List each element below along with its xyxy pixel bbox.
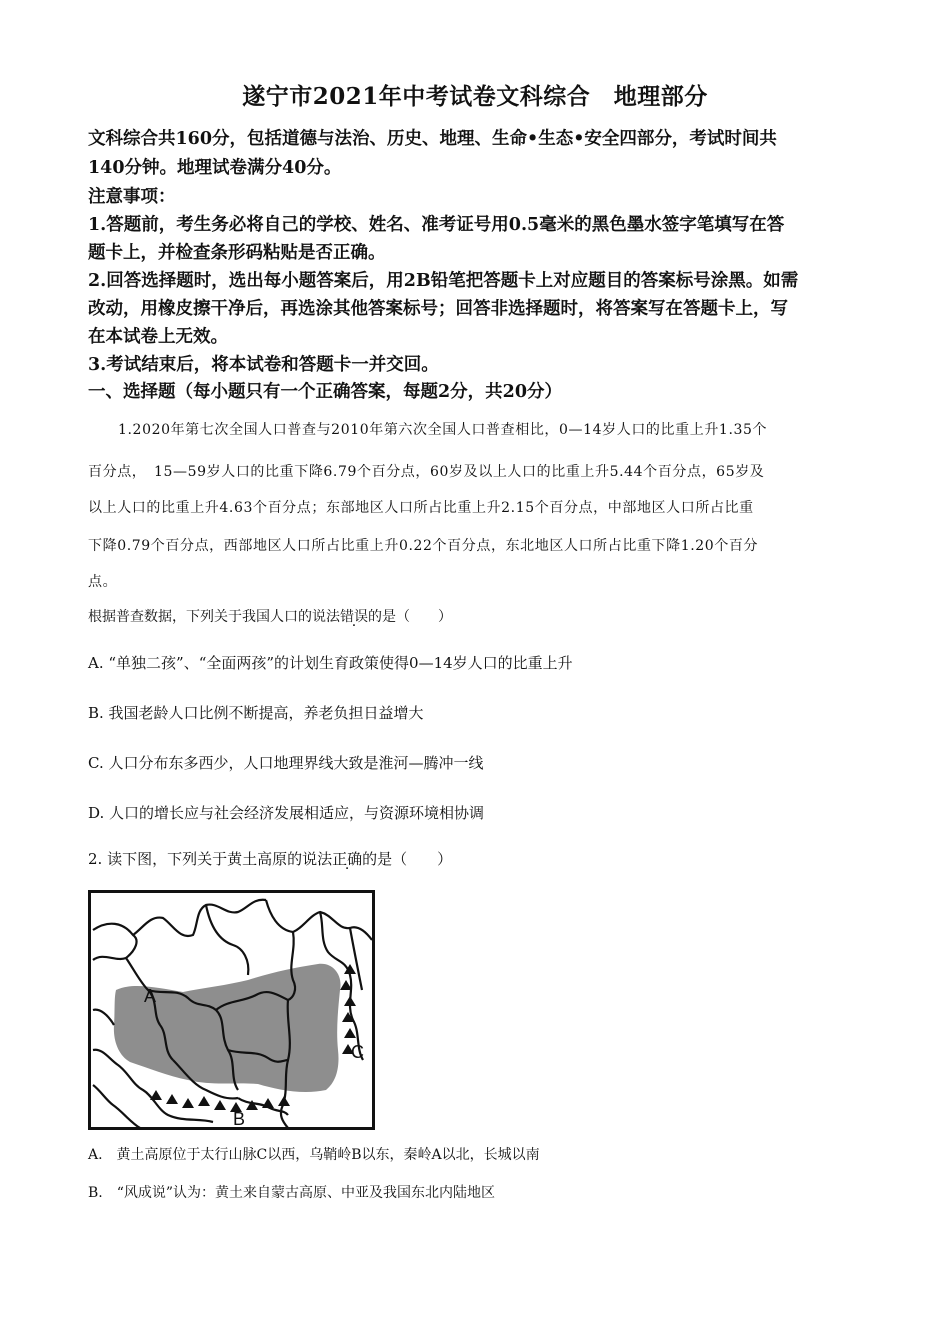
q2-option-a: A. 黄土高原位于太行山脉C以西，乌鞘岭B以东，秦岭A以北，长城以南 — [88, 1147, 540, 1163]
page-title: 遂宁市2021年中考试卷文科综合 地理部分 — [242, 83, 708, 110]
q2-stem — [88, 848, 452, 870]
notes-heading: 注意事项： — [88, 187, 176, 207]
q1-stem-pre: 根据普查数据，下列关于我国人口的说法 — [88, 609, 340, 625]
note-1-line-1: 1.答题前，考生务必将自己的学校、姓名、准考证号用0.5毫米的黑色墨水签字笔填写在答 — [88, 215, 785, 235]
q2-stem-post: 的是（ ） — [362, 850, 453, 868]
q2-stem-pre: 2. 读下图，下列关于黄土高原的说法 — [88, 850, 333, 868]
q1-text-line-2: 百分点， 15—59岁人口的比重下降6.79个百分点，60岁及以上人口的比重上升5.44个百分点，65岁及 — [88, 464, 765, 480]
map-label-b: B — [233, 1109, 246, 1129]
q1-stem — [88, 606, 452, 628]
q1-text-line-1: 1.2020年第七次全国人口普查与2010年第六次全国人口普查相比，0—14岁人口的比重上升1.35个 — [118, 422, 768, 438]
q2-option-b: B. “风成说”认为：黄土来自蒙古高原、中亚及我国东北内陆地区 — [88, 1185, 496, 1201]
q1-option-c: C. 人口分布东多西少，人口地理界线大致是淮河—腾冲一线 — [88, 754, 484, 772]
note-2-line-3: 在本试卷上无效。 — [88, 327, 228, 347]
q1-option-d: D. 人口的增长应与社会经济发展相适应，与资源环境相协调 — [88, 804, 485, 822]
note-2-line-2: 改动，用橡皮擦干净后，再选涂其他答案标号；回答非选择题时，将答案写在答题卡上，写 — [88, 299, 788, 319]
note-2-line-1: 2.回答选择题时，选出每小题答案后，用2B铅笔把答题卡上对应题目的答案标号涂黑。如需 — [88, 271, 799, 291]
intro-line-2: 140分钟。地理试卷满分40分。 — [88, 158, 342, 178]
map-label-c: C — [351, 1042, 364, 1062]
section-1-heading: 一、选择题（每小题只有一个正确答案，每题2分，共20分） — [88, 382, 563, 402]
q1-option-b: B. 我国老龄人口比例不断提高，养老负担日益增大 — [88, 704, 424, 722]
q1-text-line-3: 以上人口的比重上升4.63个百分点；东部地区人口所占比重上升2.15个百分点，中部地区人口所占比重 — [88, 500, 754, 516]
map-label-a: A — [144, 986, 157, 1006]
q1-stem-emphasis: 错误 — [340, 609, 368, 625]
loess-plateau-map — [88, 890, 375, 1130]
q1-stem-post: 的是（ ） — [368, 609, 452, 625]
q1-text-line-5: 点。 — [88, 574, 118, 590]
note-1-line-2: 题卡上，并检查条形码粘贴是否正确。 — [88, 243, 386, 263]
q2-stem-emphasis: 正确 — [332, 850, 363, 868]
note-3: 3.考试结束后，将本试卷和答题卡一并交回。 — [88, 355, 439, 375]
q1-text-line-4: 下降0.79个百分点，西部地区人口所占比重上升0.22个百分点，东北地区人口所占比重下降1.20个百分 — [88, 538, 759, 554]
q1-option-a: A. “单独二孩”、“全面两孩”的计划生育政策使得0—14岁人口的比重上升 — [88, 654, 573, 672]
intro-line-1: 文科综合共160分，包括道德与法治、历史、地理、生命•生态•安全四部分，考试时间共 — [88, 129, 777, 149]
